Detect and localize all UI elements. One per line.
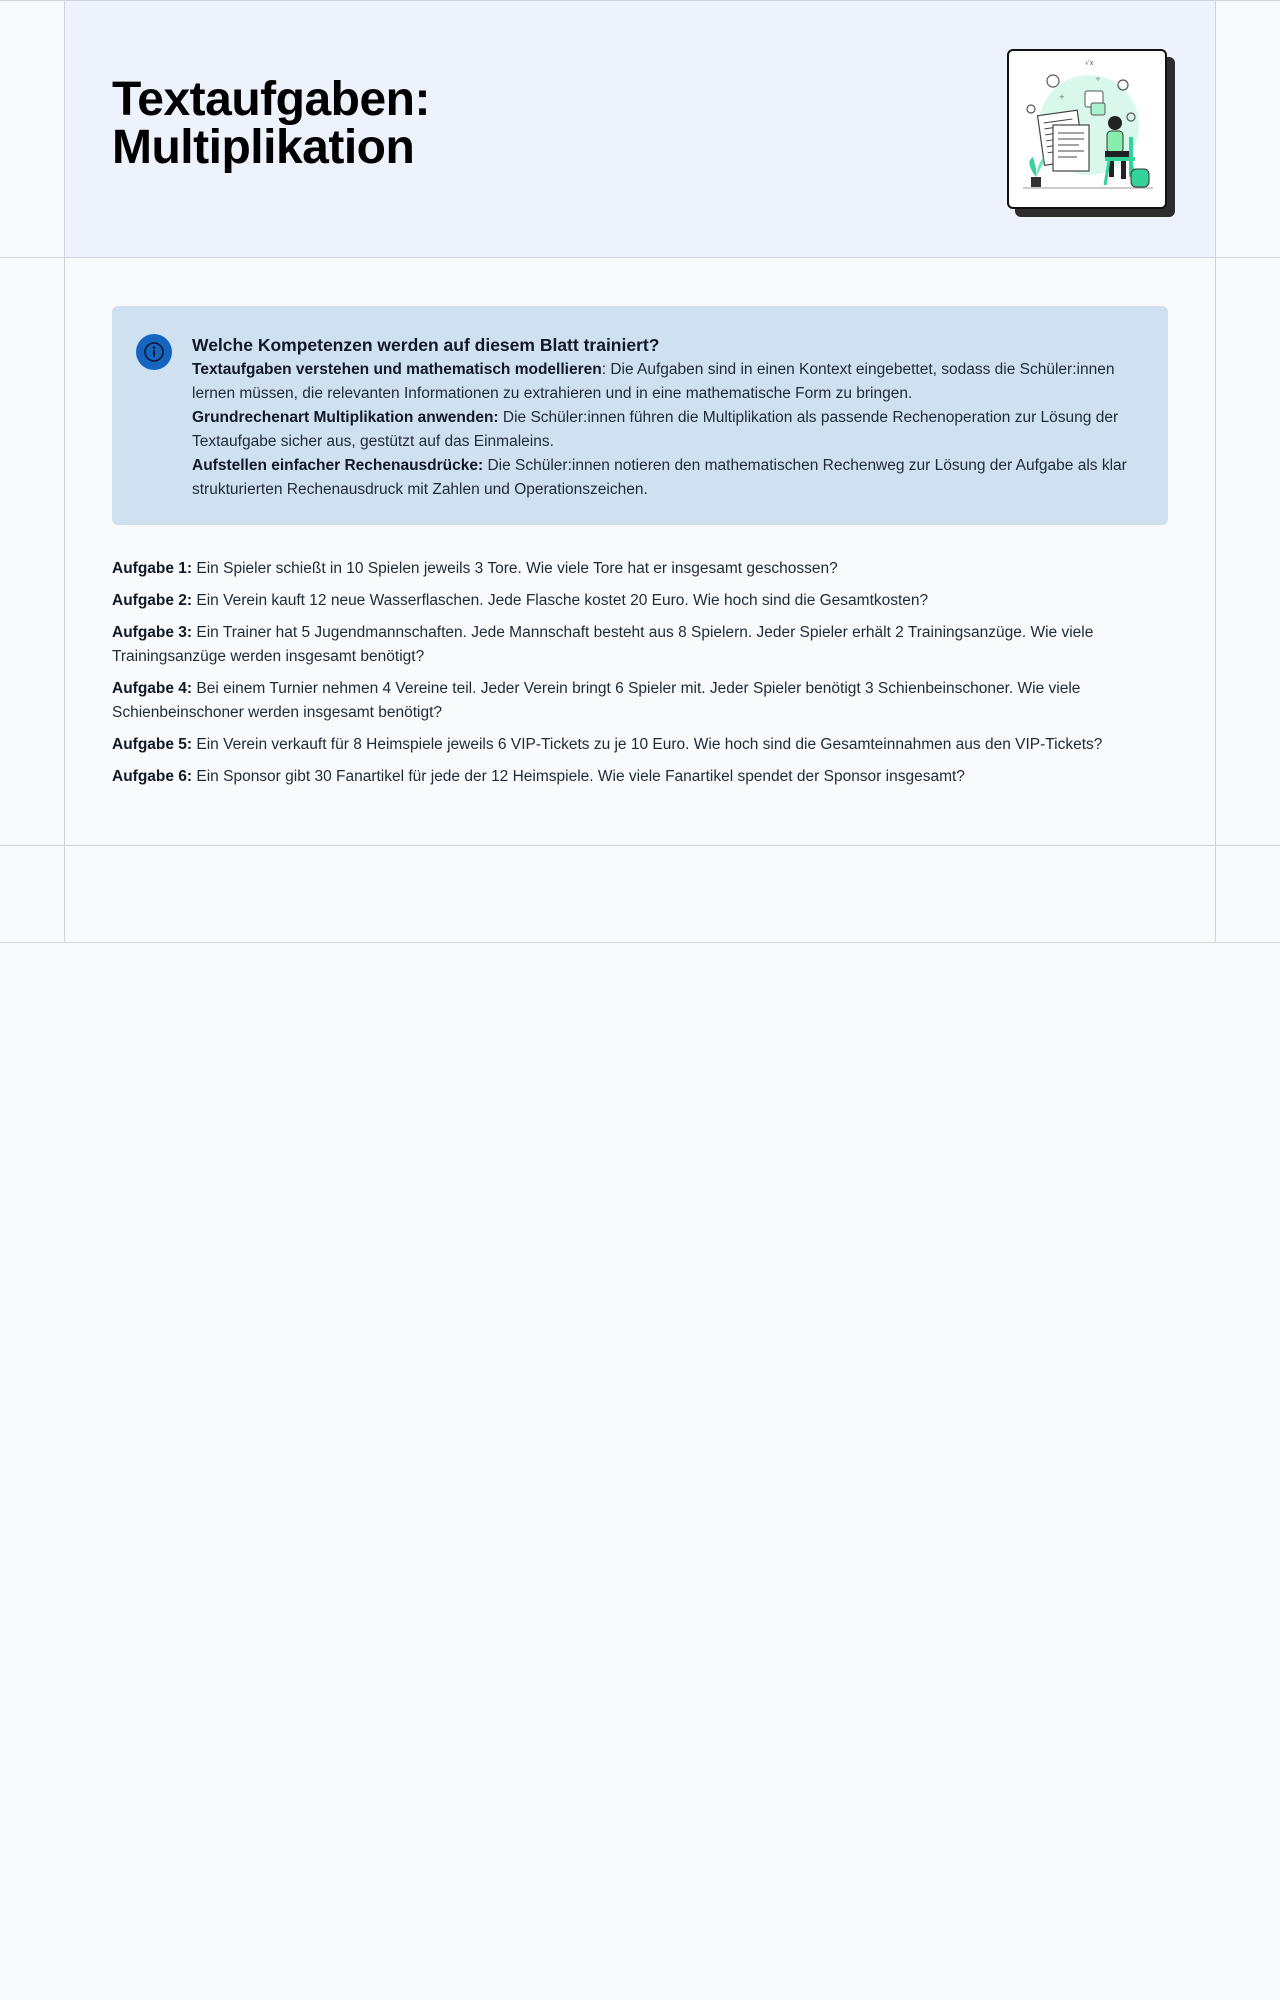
task-label: Aufgabe 6: xyxy=(112,768,193,785)
illustration-svg xyxy=(1009,51,1165,207)
task-text: Ein Trainer hat 5 Jugendmannschaften. Jede Mannschaft besteht aus 8 Spielern. Jeder Spieler erhält 2 Trainingsanzüge. Wie viele Trainingsanzüge werden insgesamt benötigt? xyxy=(112,624,1094,665)
competency-separator: : xyxy=(601,361,607,378)
task-text: Bei einem Turnier nehmen 4 Vereine teil. Jeder Verein bringt 6 Spieler mit. Jeder Spieler benötigt 3 Schienbeinschoner. Wie viele Schienbeinschoner werden insgesamt benötigt? xyxy=(112,680,1081,721)
task-item xyxy=(112,557,1172,581)
competency-label: Textaufgaben verstehen und mathematisch modellieren xyxy=(192,361,602,378)
info-icon xyxy=(136,334,172,370)
competency-text: Die Schüler:innen notieren den mathematischen Rechenweg zur Lösung der Aufgabe als klar strukturierten Rechenausdruck mit Zahlen und Operationszeichen. xyxy=(192,457,1127,498)
competency-item xyxy=(192,358,1142,406)
grid-line-footer-bottom xyxy=(0,942,1280,943)
task-label: Aufgabe 2: xyxy=(112,592,193,609)
competency-item xyxy=(192,454,1142,502)
task-item xyxy=(112,677,1172,725)
competency-text: Die Aufgaben sind in einen Kontext eingebettet, sodass die Schüler:innen lernen müssen, die relevanten Informationen zu extrahieren und in eine mathematische Form zu bringen. xyxy=(192,361,1115,402)
page-title: Textaufgaben: Multiplikation xyxy=(112,73,430,174)
task-text: Ein Spieler schießt in 10 Spielen jeweils 3 Tore. Wie viele Tore hat er insgesamt geschossen? xyxy=(192,560,838,577)
competency-label: Grundrechenart Multiplikation anwenden: xyxy=(192,409,499,426)
competency-text: Die Schüler:innen führen die Multiplikation als passende Rechenoperation zur Lösung der Textaufgabe sicher aus, gestützt auf das Einmaleins. xyxy=(192,409,1119,450)
task-item xyxy=(112,765,1172,789)
competencies-info-box xyxy=(112,306,1168,525)
task-label: Aufgabe 1: xyxy=(112,560,193,577)
grid-line-right xyxy=(1215,0,1216,943)
task-item xyxy=(112,589,1172,613)
task-label: Aufgabe 4: xyxy=(112,680,193,697)
task-text: Ein Verein verkauft für 8 Heimspiele jeweils 6 VIP-Tickets zu je 10 Euro. Wie hoch sind die Gesamteinnahmen aus den VIP-Tickets? xyxy=(192,736,1103,753)
grid-line-header-bottom xyxy=(0,257,1280,258)
task-item xyxy=(112,733,1172,757)
task-text: Ein Verein kauft 12 neue Wasserflaschen. Jede Flasche kostet 20 Euro. Wie hoch sind die Gesamtkosten? xyxy=(192,592,929,609)
task-list xyxy=(112,557,1172,797)
grid-line-left xyxy=(64,0,65,943)
grid-line-top xyxy=(0,0,1280,1)
student-worksheet-illustration xyxy=(1007,49,1167,209)
task-item xyxy=(112,621,1172,669)
grid-line-content-bottom xyxy=(0,845,1280,846)
competency-label: Aufstellen einfacher Rechenausdrücke: xyxy=(192,457,484,474)
svg-text:√x: √x xyxy=(1085,59,1094,67)
svg-text:+: + xyxy=(1059,93,1065,101)
competency-item xyxy=(192,406,1142,454)
task-label: Aufgabe 3: xyxy=(112,624,193,641)
task-text: Ein Sponsor gibt 30 Fanartikel für jede der 12 Heimspiele. Wie viele Fanartikel spendet der Sponsor insgesamt? xyxy=(192,768,965,785)
task-label: Aufgabe 5: xyxy=(112,736,193,753)
competencies-title: Welche Kompetenzen werden auf diesem Blatt trainiert? xyxy=(192,335,660,355)
svg-text:÷: ÷ xyxy=(1095,75,1101,83)
